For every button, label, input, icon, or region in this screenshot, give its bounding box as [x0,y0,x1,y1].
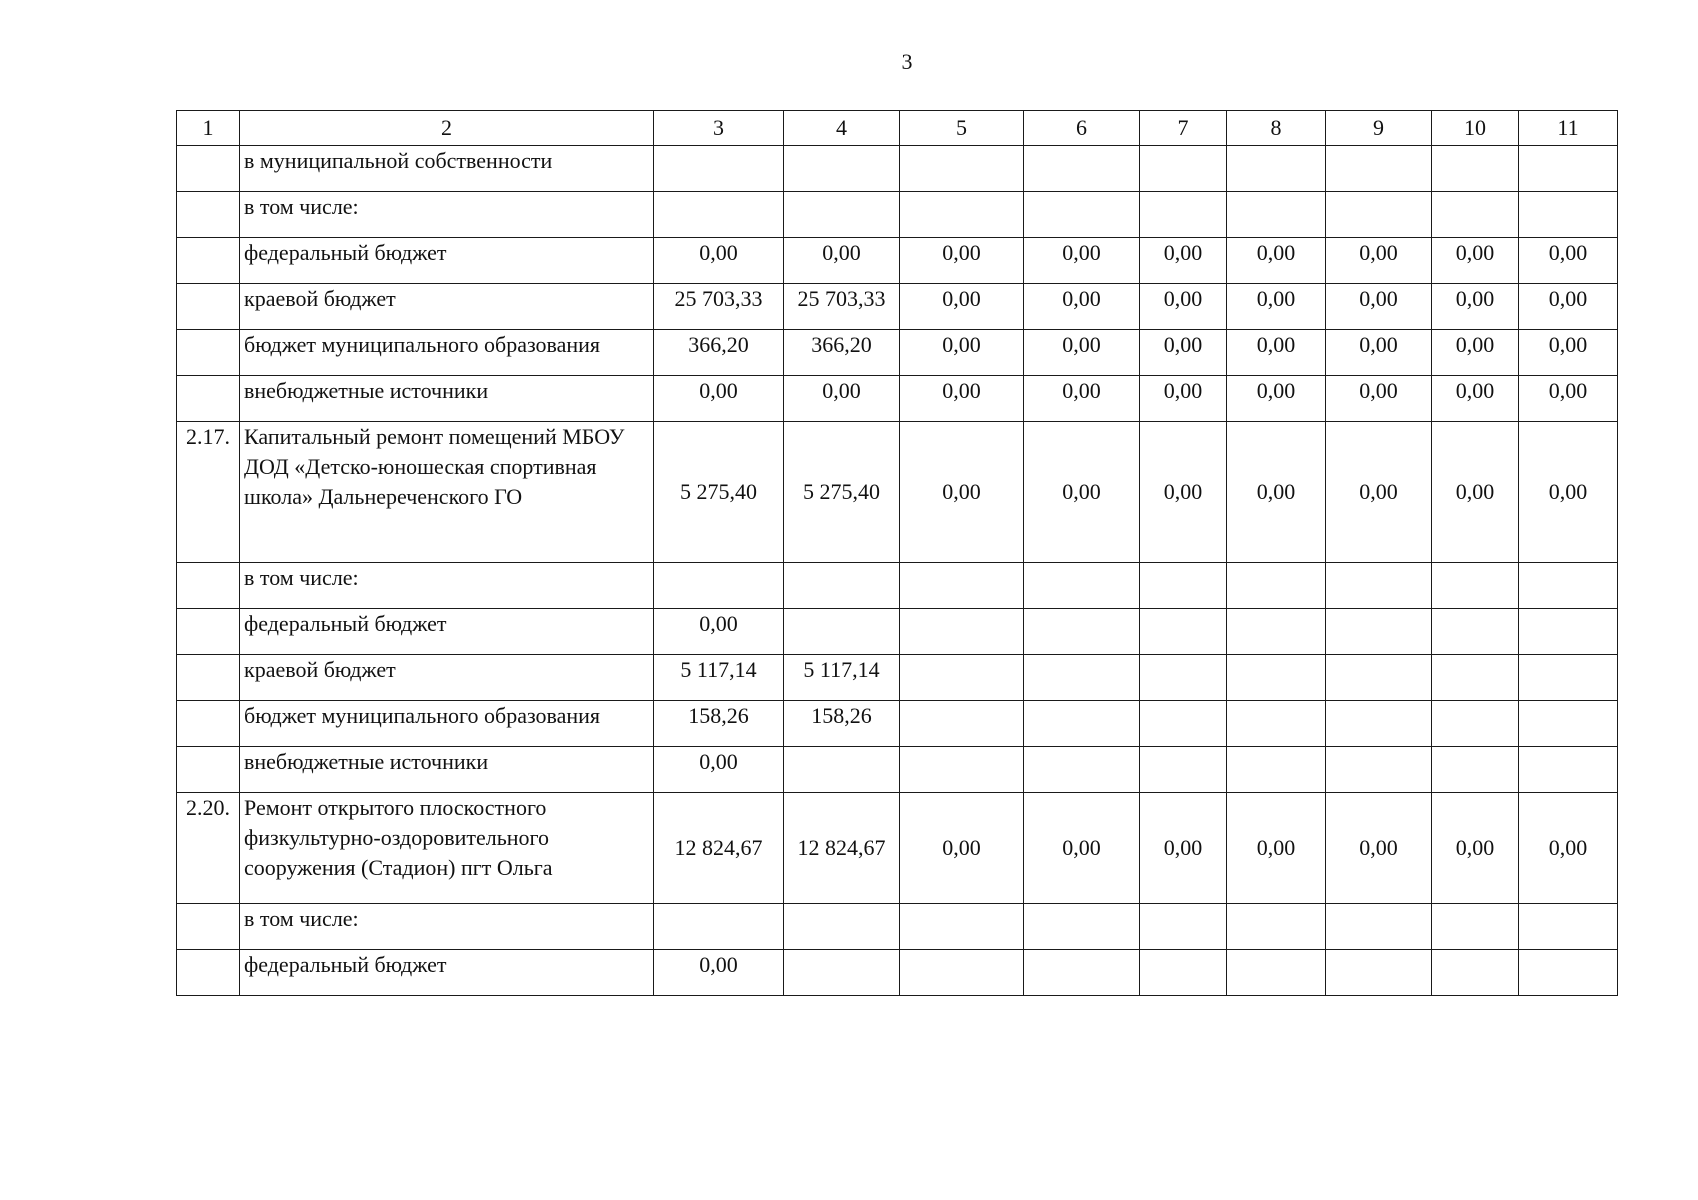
value-cell [1227,747,1326,793]
value-cell: 0,00 [1432,793,1519,904]
header-cell: 6 [1024,111,1140,146]
value-cell: 12 824,67 [784,793,900,904]
value-cell: 0,00 [654,747,784,793]
value-cell [1227,701,1326,747]
table-row [177,655,1618,701]
value-cell: 0,00 [1326,284,1432,330]
value-cell: 0,00 [1326,376,1432,422]
value-cell: 0,00 [1432,284,1519,330]
row-name-cell: федеральный бюджет [240,950,654,996]
table-row [177,376,1618,422]
value-cell: 0,00 [1519,284,1618,330]
value-cell [1140,701,1227,747]
value-cell [1432,701,1519,747]
value-cell [1024,146,1140,192]
value-cell [1519,609,1618,655]
table-row [177,563,1618,609]
value-cell [784,609,900,655]
value-cell [1227,192,1326,238]
value-cell: 0,00 [1326,422,1432,563]
value-cell: 0,00 [784,376,900,422]
row-index-cell [177,609,240,655]
value-cell [1432,747,1519,793]
value-cell [1227,609,1326,655]
value-cell: 0,00 [1024,376,1140,422]
header-cell: 3 [654,111,784,146]
value-cell: 0,00 [1024,793,1140,904]
value-cell [1024,563,1140,609]
value-cell [1432,655,1519,701]
value-cell [1140,747,1227,793]
row-index-cell [177,904,240,950]
value-cell: 12 824,67 [654,793,784,904]
row-index-cell [177,747,240,793]
value-cell [1140,655,1227,701]
value-cell: 0,00 [654,238,784,284]
value-cell: 25 703,33 [784,284,900,330]
header-cell: 9 [1326,111,1432,146]
row-index-cell [177,146,240,192]
row-index-cell: 2.20. [177,793,240,904]
value-cell: 0,00 [1227,793,1326,904]
value-cell: 0,00 [1519,330,1618,376]
value-cell [900,609,1024,655]
value-cell: 0,00 [1432,422,1519,563]
value-cell [900,146,1024,192]
value-cell: 0,00 [654,609,784,655]
table-row [177,284,1618,330]
value-cell: 0,00 [1432,376,1519,422]
value-cell [1432,609,1519,655]
value-cell [1140,192,1227,238]
table-row [177,330,1618,376]
row-name-cell: в том числе: [240,563,654,609]
row-name-cell: в том числе: [240,904,654,950]
row-name-cell: Капитальный ремонт помещений МБОУ ДОД «Детско-юношеская спортивная школа» Дальнереченского ГО [240,422,654,563]
table-row [177,950,1618,996]
value-cell: 366,20 [784,330,900,376]
value-cell [1432,904,1519,950]
value-cell [1024,701,1140,747]
row-name-cell: федеральный бюджет [240,609,654,655]
header-cell: 10 [1432,111,1519,146]
value-cell [1326,609,1432,655]
table-row [177,701,1618,747]
value-cell: 0,00 [1519,238,1618,284]
value-cell [1519,655,1618,701]
value-cell [784,747,900,793]
value-cell: 0,00 [900,422,1024,563]
value-cell: 0,00 [1227,376,1326,422]
value-cell [900,950,1024,996]
value-cell: 0,00 [1326,238,1432,284]
value-cell [1024,655,1140,701]
value-cell [1227,563,1326,609]
value-cell [1432,950,1519,996]
value-cell: 0,00 [784,238,900,284]
row-index-cell [177,563,240,609]
value-cell [654,563,784,609]
value-cell [784,563,900,609]
table-row [177,904,1618,950]
value-cell: 0,00 [1519,376,1618,422]
value-cell [654,904,784,950]
value-cell [1024,192,1140,238]
value-cell [1326,701,1432,747]
value-cell [1326,192,1432,238]
value-cell [1432,192,1519,238]
value-cell [654,192,784,238]
value-cell: 0,00 [1519,793,1618,904]
value-cell: 0,00 [1227,284,1326,330]
row-index-cell [177,330,240,376]
row-name-cell: в том числе: [240,192,654,238]
value-cell: 0,00 [1140,793,1227,904]
value-cell: 0,00 [1024,330,1140,376]
value-cell [1024,950,1140,996]
header-cell: 11 [1519,111,1618,146]
value-cell [1519,146,1618,192]
value-cell [784,146,900,192]
table-row [177,146,1618,192]
value-cell [1024,904,1140,950]
value-cell [1326,655,1432,701]
value-cell [1519,904,1618,950]
row-index-cell [177,284,240,330]
value-cell: 0,00 [1432,238,1519,284]
value-cell [1326,904,1432,950]
value-cell [900,904,1024,950]
value-cell [900,192,1024,238]
row-index-cell [177,238,240,284]
table-row [177,422,1618,563]
row-name-cell: бюджет муниципального образования [240,330,654,376]
value-cell: 0,00 [900,376,1024,422]
value-cell: 0,00 [1140,330,1227,376]
row-index-cell [177,376,240,422]
header-row [177,111,1618,146]
value-cell [1227,655,1326,701]
header-cell: 7 [1140,111,1227,146]
value-cell [900,701,1024,747]
value-cell [1519,563,1618,609]
value-cell [1227,904,1326,950]
value-cell: 5 275,40 [784,422,900,563]
value-cell [1326,747,1432,793]
value-cell: 0,00 [1024,284,1140,330]
value-cell: 0,00 [1227,422,1326,563]
header-cell: 5 [900,111,1024,146]
table-row [177,609,1618,655]
value-cell [1519,747,1618,793]
value-cell [1432,563,1519,609]
value-cell [1227,146,1326,192]
page-number: 3 [901,49,913,74]
row-index-cell [177,655,240,701]
value-cell [1140,146,1227,192]
table-body [177,111,1618,996]
row-name-cell: краевой бюджет [240,284,654,330]
row-name-cell: внебюджетные источники [240,376,654,422]
value-cell: 0,00 [1024,422,1140,563]
value-cell: 0,00 [1519,422,1618,563]
value-cell: 0,00 [1227,330,1326,376]
row-name-cell: в муниципальной собственности [240,146,654,192]
value-cell: 158,26 [784,701,900,747]
table-row [177,238,1618,284]
value-cell: 0,00 [1227,238,1326,284]
value-cell: 366,20 [654,330,784,376]
value-cell: 0,00 [1140,376,1227,422]
value-cell: 0,00 [1140,284,1227,330]
value-cell [1227,950,1326,996]
value-cell [1432,146,1519,192]
value-cell: 0,00 [1140,422,1227,563]
row-name-cell: бюджет муниципального образования [240,701,654,747]
value-cell: 0,00 [1432,330,1519,376]
value-cell [1519,701,1618,747]
value-cell [1140,563,1227,609]
value-cell [1024,747,1140,793]
value-cell [1326,563,1432,609]
value-cell [1519,950,1618,996]
value-cell: 0,00 [900,284,1024,330]
value-cell: 158,26 [654,701,784,747]
value-cell: 5 275,40 [654,422,784,563]
header-cell: 4 [784,111,900,146]
value-cell [784,904,900,950]
table-row [177,747,1618,793]
value-cell [1326,146,1432,192]
table-row [177,192,1618,238]
row-index-cell: 2.17. [177,422,240,563]
row-name-cell: федеральный бюджет [240,238,654,284]
row-index-cell [177,192,240,238]
value-cell [900,563,1024,609]
value-cell [1326,950,1432,996]
value-cell: 0,00 [900,330,1024,376]
value-cell [900,655,1024,701]
table-row [177,793,1618,904]
value-cell: 5 117,14 [654,655,784,701]
value-cell [1140,609,1227,655]
value-cell [1519,192,1618,238]
value-cell: 0,00 [654,376,784,422]
row-name-cell: Ремонт открытого плоскостного физкультурно-оздоровительного сооружения (Стадион) пгт Ольга [240,793,654,904]
value-cell [654,146,784,192]
row-index-cell [177,701,240,747]
value-cell: 5 117,14 [784,655,900,701]
value-cell: 0,00 [654,950,784,996]
header-cell: 8 [1227,111,1326,146]
value-cell: 25 703,33 [654,284,784,330]
value-cell: 0,00 [1326,330,1432,376]
budget-table [176,110,1618,996]
row-index-cell [177,950,240,996]
row-name-cell: внебюджетные источники [240,747,654,793]
value-cell [784,950,900,996]
value-cell: 0,00 [900,793,1024,904]
value-cell [1140,950,1227,996]
value-cell [900,747,1024,793]
value-cell: 0,00 [1140,238,1227,284]
header-cell: 1 [177,111,240,146]
row-name-cell: краевой бюджет [240,655,654,701]
value-cell [1024,609,1140,655]
value-cell: 0,00 [1024,238,1140,284]
header-cell: 2 [240,111,654,146]
value-cell [784,192,900,238]
value-cell: 0,00 [1326,793,1432,904]
value-cell: 0,00 [900,238,1024,284]
value-cell [1140,904,1227,950]
